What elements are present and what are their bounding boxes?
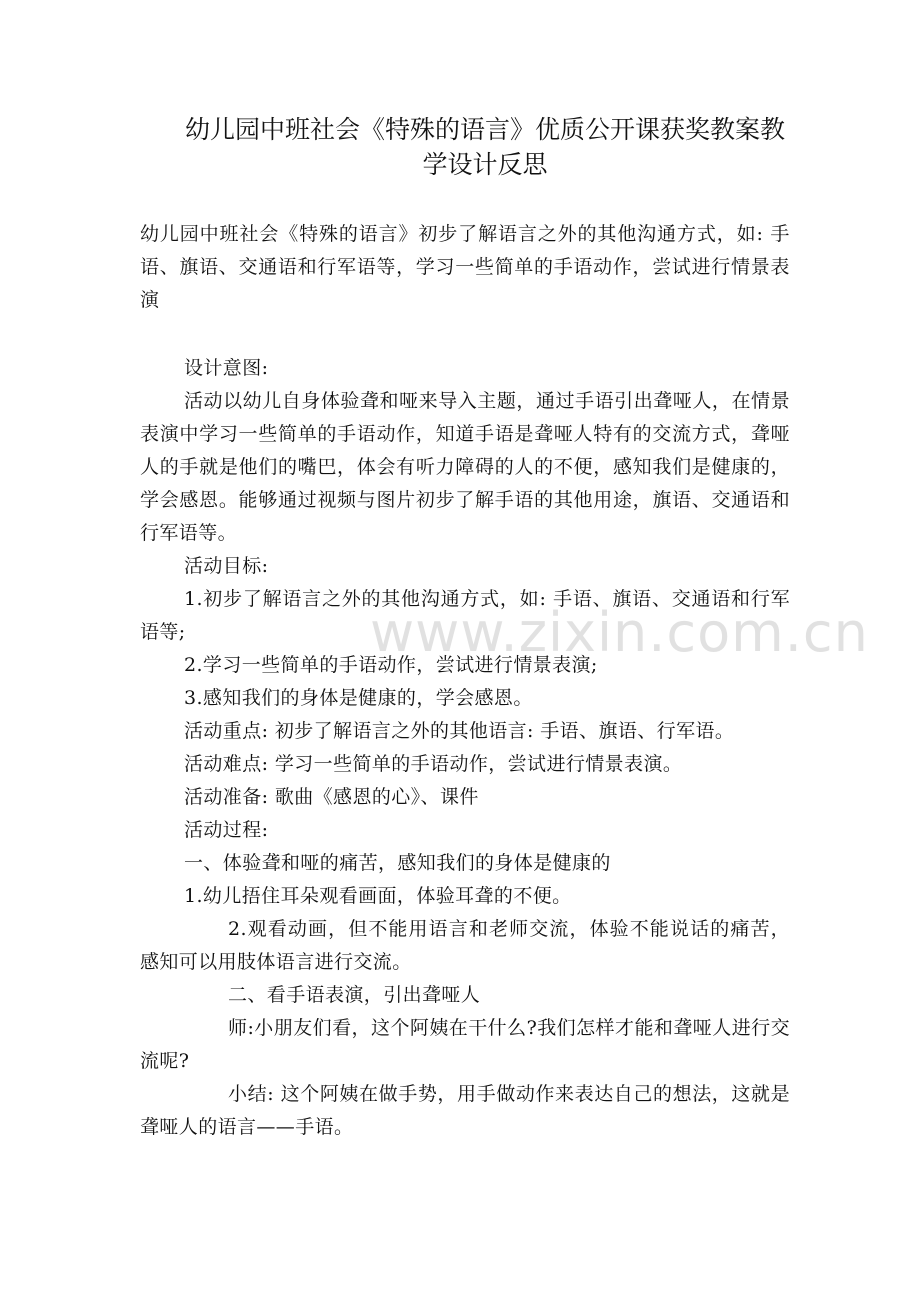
process-step-1-2: 2.观看动画，但不能用语言和老师交流，体验不能说话的痛苦，感知可以用肢体语言进行交流。 [140, 918, 790, 973]
process-section-2: 二、看手语表演，引出聋哑人 [228, 984, 481, 1006]
goal-item-2: 2.学习一些简单的手语动作，尝试进行情景表演; [184, 654, 598, 676]
summary-paragraph: 小结: 这个阿姨在做手势，用手做动作来表达自己的想法，这就是聋哑人的语言——手语。 [140, 1083, 790, 1138]
title-line-2: 学设计反思 [422, 150, 548, 179]
process-step-1-1: 1.幼儿捂住耳朵观看画面，体验耳聋的不便。 [184, 885, 572, 907]
teacher-question: 师:小朋友们看，这个阿姨在干什么?我们怎样才能和聋哑人进行交流呢? [140, 1017, 790, 1072]
activity-preparation: 活动准备: 歌曲《感恩的心》、课件 [184, 786, 479, 808]
paragraph-design-intent: 活动以幼儿自身体验聋和哑来导入主题，通过手语引出聋哑人，在情景表演中学习一些简单的手语动作，知道手语是聋哑人特有的交流方式，聋哑人的手就是他们的嘴巴，体会有听力障碍的人的不便，感知我们是健康的，学会感恩。能够通过视频与图片初步了解手语的其他用途，旗语、交通语和行军语等。 [140, 390, 790, 544]
intro-paragraph: 幼儿园中班社会《特殊的语言》初步了解语言之外的其他沟通方式，如: 手语、旗语、交通语和行军语等，学习一些简单的手语动作，尝试进行情景表演 [140, 223, 790, 311]
title-line-1: 幼儿园中班社会《特殊的语言》优质公开课获奖教案教 [184, 115, 785, 144]
watermark: www.zixin.com.cn [370, 601, 869, 664]
document-body [140, 352, 790, 1144]
heading-activity-process: 活动过程: [184, 819, 269, 841]
process-section-1: 一、体验聋和哑的痛苦，感知我们的身体是健康的 [184, 852, 611, 874]
goal-item-1: 1.初步了解语言之外的其他沟通方式，如: 手语、旗语、交通语和行军语等; [140, 588, 790, 643]
activity-difficulty: 活动难点: 学习一些简单的手语动作，尝试进行情景表演。 [184, 753, 683, 775]
heading-design-intent: 设计意图: [184, 357, 269, 379]
goal-item-3: 3.感知我们的身体是健康的，学会感恩。 [184, 687, 533, 709]
activity-key-point: 活动重点: 初步了解语言之外的其他语言: 手语、旗语、行军语。 [184, 720, 735, 742]
document-title [140, 112, 830, 182]
heading-activity-goals: 活动目标: [184, 555, 269, 577]
